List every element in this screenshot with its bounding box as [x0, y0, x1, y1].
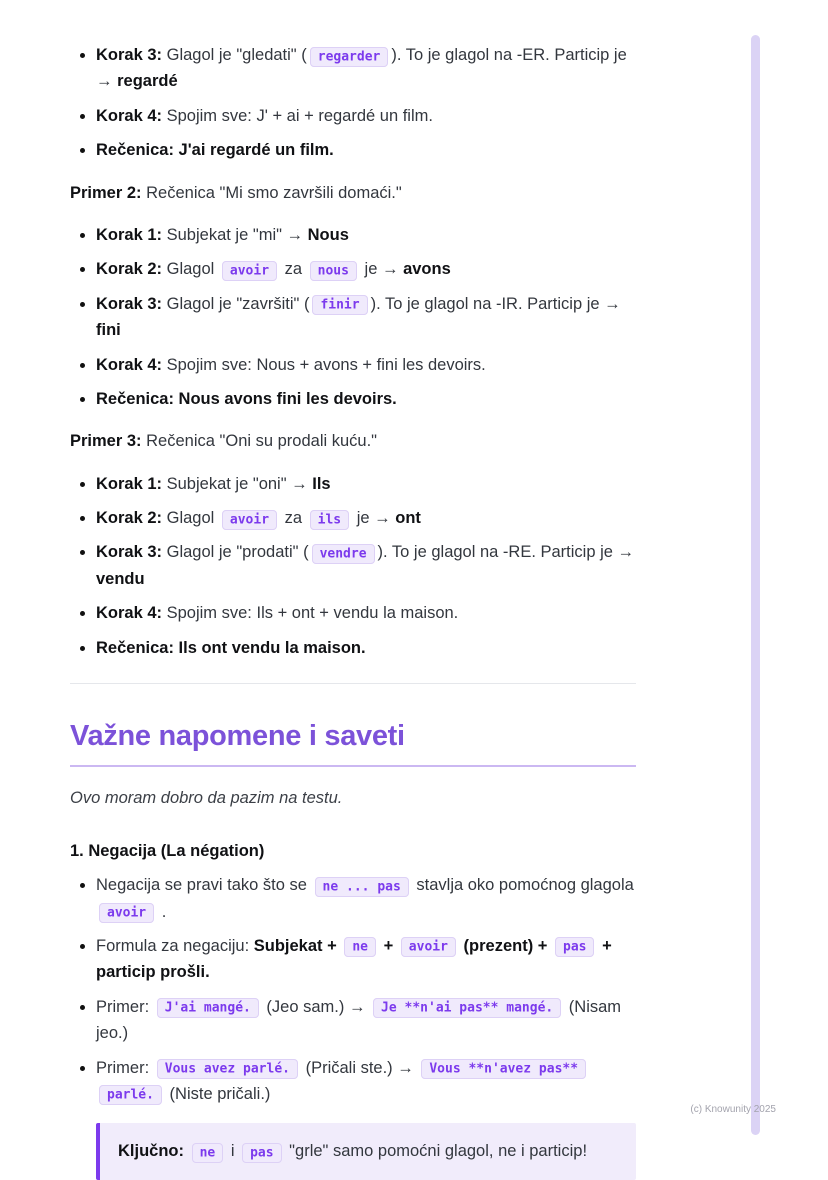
bold-text-segment: Korak 3: — [96, 543, 163, 562]
list-item — [96, 933, 636, 986]
scrollbar-thumb[interactable] — [751, 35, 760, 1135]
list-item — [96, 600, 636, 626]
bold-text-segment: Korak 4: — [96, 604, 163, 623]
list-item — [96, 256, 636, 282]
bullet-list-primer3-steps — [70, 471, 636, 661]
inline-code-badge: ne — [192, 1143, 224, 1163]
text-segment: stavlja oko pomoćnog glagola — [411, 876, 634, 895]
text-segment: "grle" samo pomoćni glagol, ne i particip! — [284, 1142, 588, 1161]
bold-text-segment: + particip prošli. — [96, 936, 612, 982]
bold-text-segment: Korak 2: — [96, 509, 163, 528]
text-segment: ). To je glagol na -IR. Particip je → — [370, 294, 621, 313]
bold-text-segment: Subjekat + — [253, 936, 342, 955]
watermark: (c) Knowunity 2025 — [690, 1104, 776, 1115]
text-segment: Negacija se pravi tako što se — [96, 876, 312, 895]
section-heading: Važne napomene i saveti — [70, 720, 636, 767]
bold-text-segment: avons — [403, 260, 451, 279]
bold-text-segment: Korak 4: — [96, 355, 163, 374]
text-segment: . — [157, 902, 167, 921]
inline-code-badge: Vous avez parlé. — [157, 1059, 298, 1079]
text-segment: Glagol je "završiti" ( — [162, 294, 310, 313]
inline-code-badge: Je **n'ai pas** mangé. — [373, 998, 561, 1018]
bullet-list-negacija — [70, 872, 636, 1107]
text-segment: Subjekat je "mi" → — [162, 225, 308, 244]
bold-text-segment: Rečenica: J'ai regardé un film. — [96, 141, 334, 160]
list-item — [96, 1055, 636, 1108]
bold-text-segment: fini — [96, 321, 121, 340]
text-segment: Glagol — [162, 260, 219, 279]
bold-text-segment: Primer 3: — [70, 432, 142, 451]
list-item — [96, 137, 636, 163]
inline-code-badge: regarder — [310, 47, 389, 67]
bold-text-segment: (prezent) + — [458, 936, 552, 955]
list-item — [96, 103, 636, 129]
bold-text-segment: Rečenica: Ils ont vendu la maison. — [96, 638, 366, 657]
text-segment: Rečenica "Mi smo završili domaći." — [141, 183, 402, 202]
bold-text-segment: + — [378, 936, 398, 955]
inline-code-badge: pas — [555, 937, 594, 957]
bullet-list-primer2-steps — [70, 222, 636, 412]
list-item — [96, 994, 636, 1047]
text-segment: (Nisam jeo.) — [96, 997, 622, 1043]
bold-text-segment: Korak 3: — [96, 294, 163, 313]
bold-text-segment: Korak 4: — [96, 106, 163, 125]
text-segment: (Niste pričali.) — [164, 1084, 271, 1103]
inline-code-badge: avoir — [222, 510, 277, 530]
text-segment: je → — [359, 260, 404, 279]
bold-text-segment: regardé — [117, 72, 178, 91]
list-item — [96, 505, 636, 531]
list-item — [96, 291, 636, 344]
inline-code-badge: nous — [310, 261, 357, 281]
inline-code-badge: vendre — [312, 544, 375, 564]
subheading-negacija: 1. Negacija (La négation) — [70, 841, 265, 860]
bold-text-segment: vendu — [96, 569, 145, 588]
inline-code-badge: J'ai mangé. — [157, 998, 259, 1018]
text-segment: Glagol — [162, 509, 219, 528]
text-segment: Spojim sve: J' + ai + regardé un film. — [162, 106, 433, 125]
bold-text-segment: Ključno: — [118, 1142, 184, 1161]
bold-text-segment: ont — [395, 509, 421, 528]
inline-code-badge: pas — [242, 1143, 281, 1163]
inline-code-badge: ne ... pas — [315, 877, 409, 897]
paragraph-primer-3 — [70, 428, 636, 454]
list-item — [96, 386, 636, 412]
bold-text-segment: Korak 1: — [96, 225, 163, 244]
text-segment: Glagol je "gledati" ( — [162, 46, 307, 64]
text-segment: za — [280, 260, 307, 279]
bold-text-segment: Ils — [312, 474, 331, 493]
bold-text-segment: Korak 3: — [96, 46, 163, 64]
text-segment: Spojim sve: Ils + ont + vendu la maison. — [162, 604, 459, 623]
note-italic: Ovo moram dobro da pazim na testu. — [70, 789, 343, 808]
inline-code-badge: avoir — [222, 261, 277, 281]
text-segment: ). To je glagol na -RE. Particip je → — [377, 543, 635, 562]
inline-code-badge: avoir — [99, 903, 154, 923]
text-segment: (Jeo sam.) → — [261, 997, 371, 1016]
text-segment: Primer: — [96, 1058, 154, 1077]
text-segment — [184, 1142, 189, 1160]
bullet-list-primer1-steps — [70, 42, 636, 164]
list-item — [96, 635, 636, 661]
inline-code-badge: Vous **n'avez pas** parlé. — [99, 1059, 586, 1105]
text-segment: Rečenica "Oni su prodali kuću." — [141, 432, 378, 451]
list-item — [96, 471, 636, 497]
inline-code-badge: finir — [312, 295, 367, 315]
inline-code-badge: ils — [310, 510, 349, 530]
list-item — [96, 872, 636, 925]
list-item — [96, 352, 636, 378]
callout-key-note — [96, 1123, 636, 1179]
inline-code-badge: avoir — [401, 937, 456, 957]
text-segment: Subjekat je "oni" → — [162, 474, 313, 493]
text-segment: ). To je glagol na -ER. Particip je → — [96, 46, 627, 91]
section-divider — [70, 683, 636, 684]
text-segment: za — [280, 509, 307, 528]
bold-text-segment: Korak 2: — [96, 260, 163, 279]
text-segment: Spojim sve: Nous + avons + fini les devoirs. — [162, 355, 486, 374]
text-segment: Formula za negaciju: — [96, 936, 254, 955]
list-item — [96, 222, 636, 248]
notes-content — [70, 34, 636, 1180]
text-segment: je → — [352, 509, 396, 528]
text-segment: i — [226, 1142, 240, 1161]
text-segment: Primer: — [96, 997, 154, 1016]
bold-text-segment: Korak 1: — [96, 474, 163, 493]
paragraph-primer-2 — [70, 180, 636, 206]
bold-text-segment: Nous — [307, 225, 349, 244]
bold-text-segment: Primer 2: — [70, 183, 142, 202]
list-item — [96, 42, 636, 95]
bold-text-segment: Rečenica: Nous avons fini les devoirs. — [96, 389, 397, 408]
inline-code-badge: ne — [344, 937, 376, 957]
text-segment: (Pričali ste.) → — [300, 1058, 419, 1077]
list-item — [96, 539, 636, 592]
text-segment: Glagol je "prodati" ( — [162, 543, 309, 562]
